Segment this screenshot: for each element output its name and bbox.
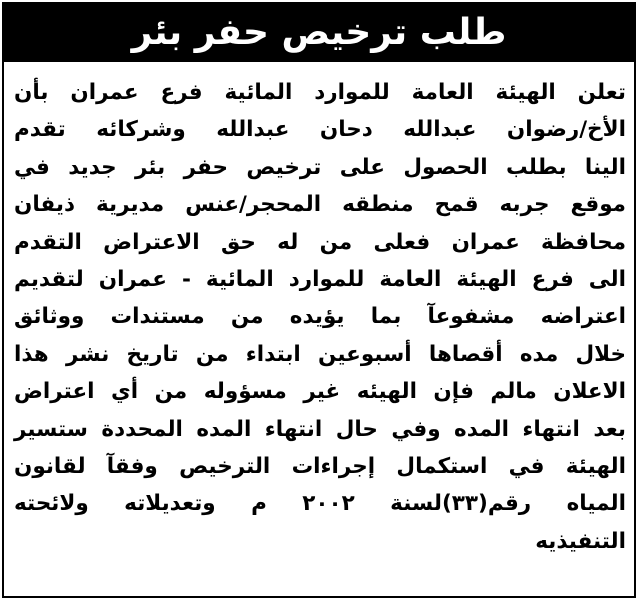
notice-line: الاعلان مالم فإن الهيئه غير مسؤوله من أي اعتراض (14, 379, 626, 405)
notice-line: الهيئة في استكمال إجراءات الترخيص وفقآ لقانون (14, 453, 626, 479)
notice-title: طلب ترخيص حفر بئر (131, 12, 507, 53)
notice-frame (2, 2, 636, 598)
notice-line-final: التنفيذيه (535, 528, 626, 554)
notice-line: خلال مده أقصاها أسبوعين ابتداء من تاريخ نشر هذا (14, 341, 626, 367)
notice-line: محافظة عمران فعلى من له حق الاعتراض التقدم (14, 229, 626, 255)
notice-line: الى فرع الهيئة العامة للموارد المائية - عمران لتقديم (14, 266, 626, 292)
notice-line: اعتراضه مشفوعآ بما يؤيده من مستندات ووثائق (14, 304, 626, 330)
notice-line: تعلن الهيئة العامة للموارد المائية فرع عمران بأن (14, 80, 626, 105)
notice-line: الينا بطلب الحصول على ترخيص حفر بئر جديد في (14, 154, 626, 180)
notice-line: موقع جربه قمح منطقه المحجر/عنس مديرية ذيفان (14, 192, 626, 218)
title-banner (4, 4, 634, 62)
notice-line: الأخ/رضوان عبدالله دحان عبدالله وشركائه تقدم (14, 117, 626, 143)
notice-line: بعد انتهاء المده وفي حال انتهاء المده المحددة ستسير (14, 416, 626, 442)
notice-body (14, 74, 626, 560)
notice-line: المياه رقم(٣٣)لسنة ٢٠٠٢ م وتعديلاته ولائحته (14, 491, 626, 517)
